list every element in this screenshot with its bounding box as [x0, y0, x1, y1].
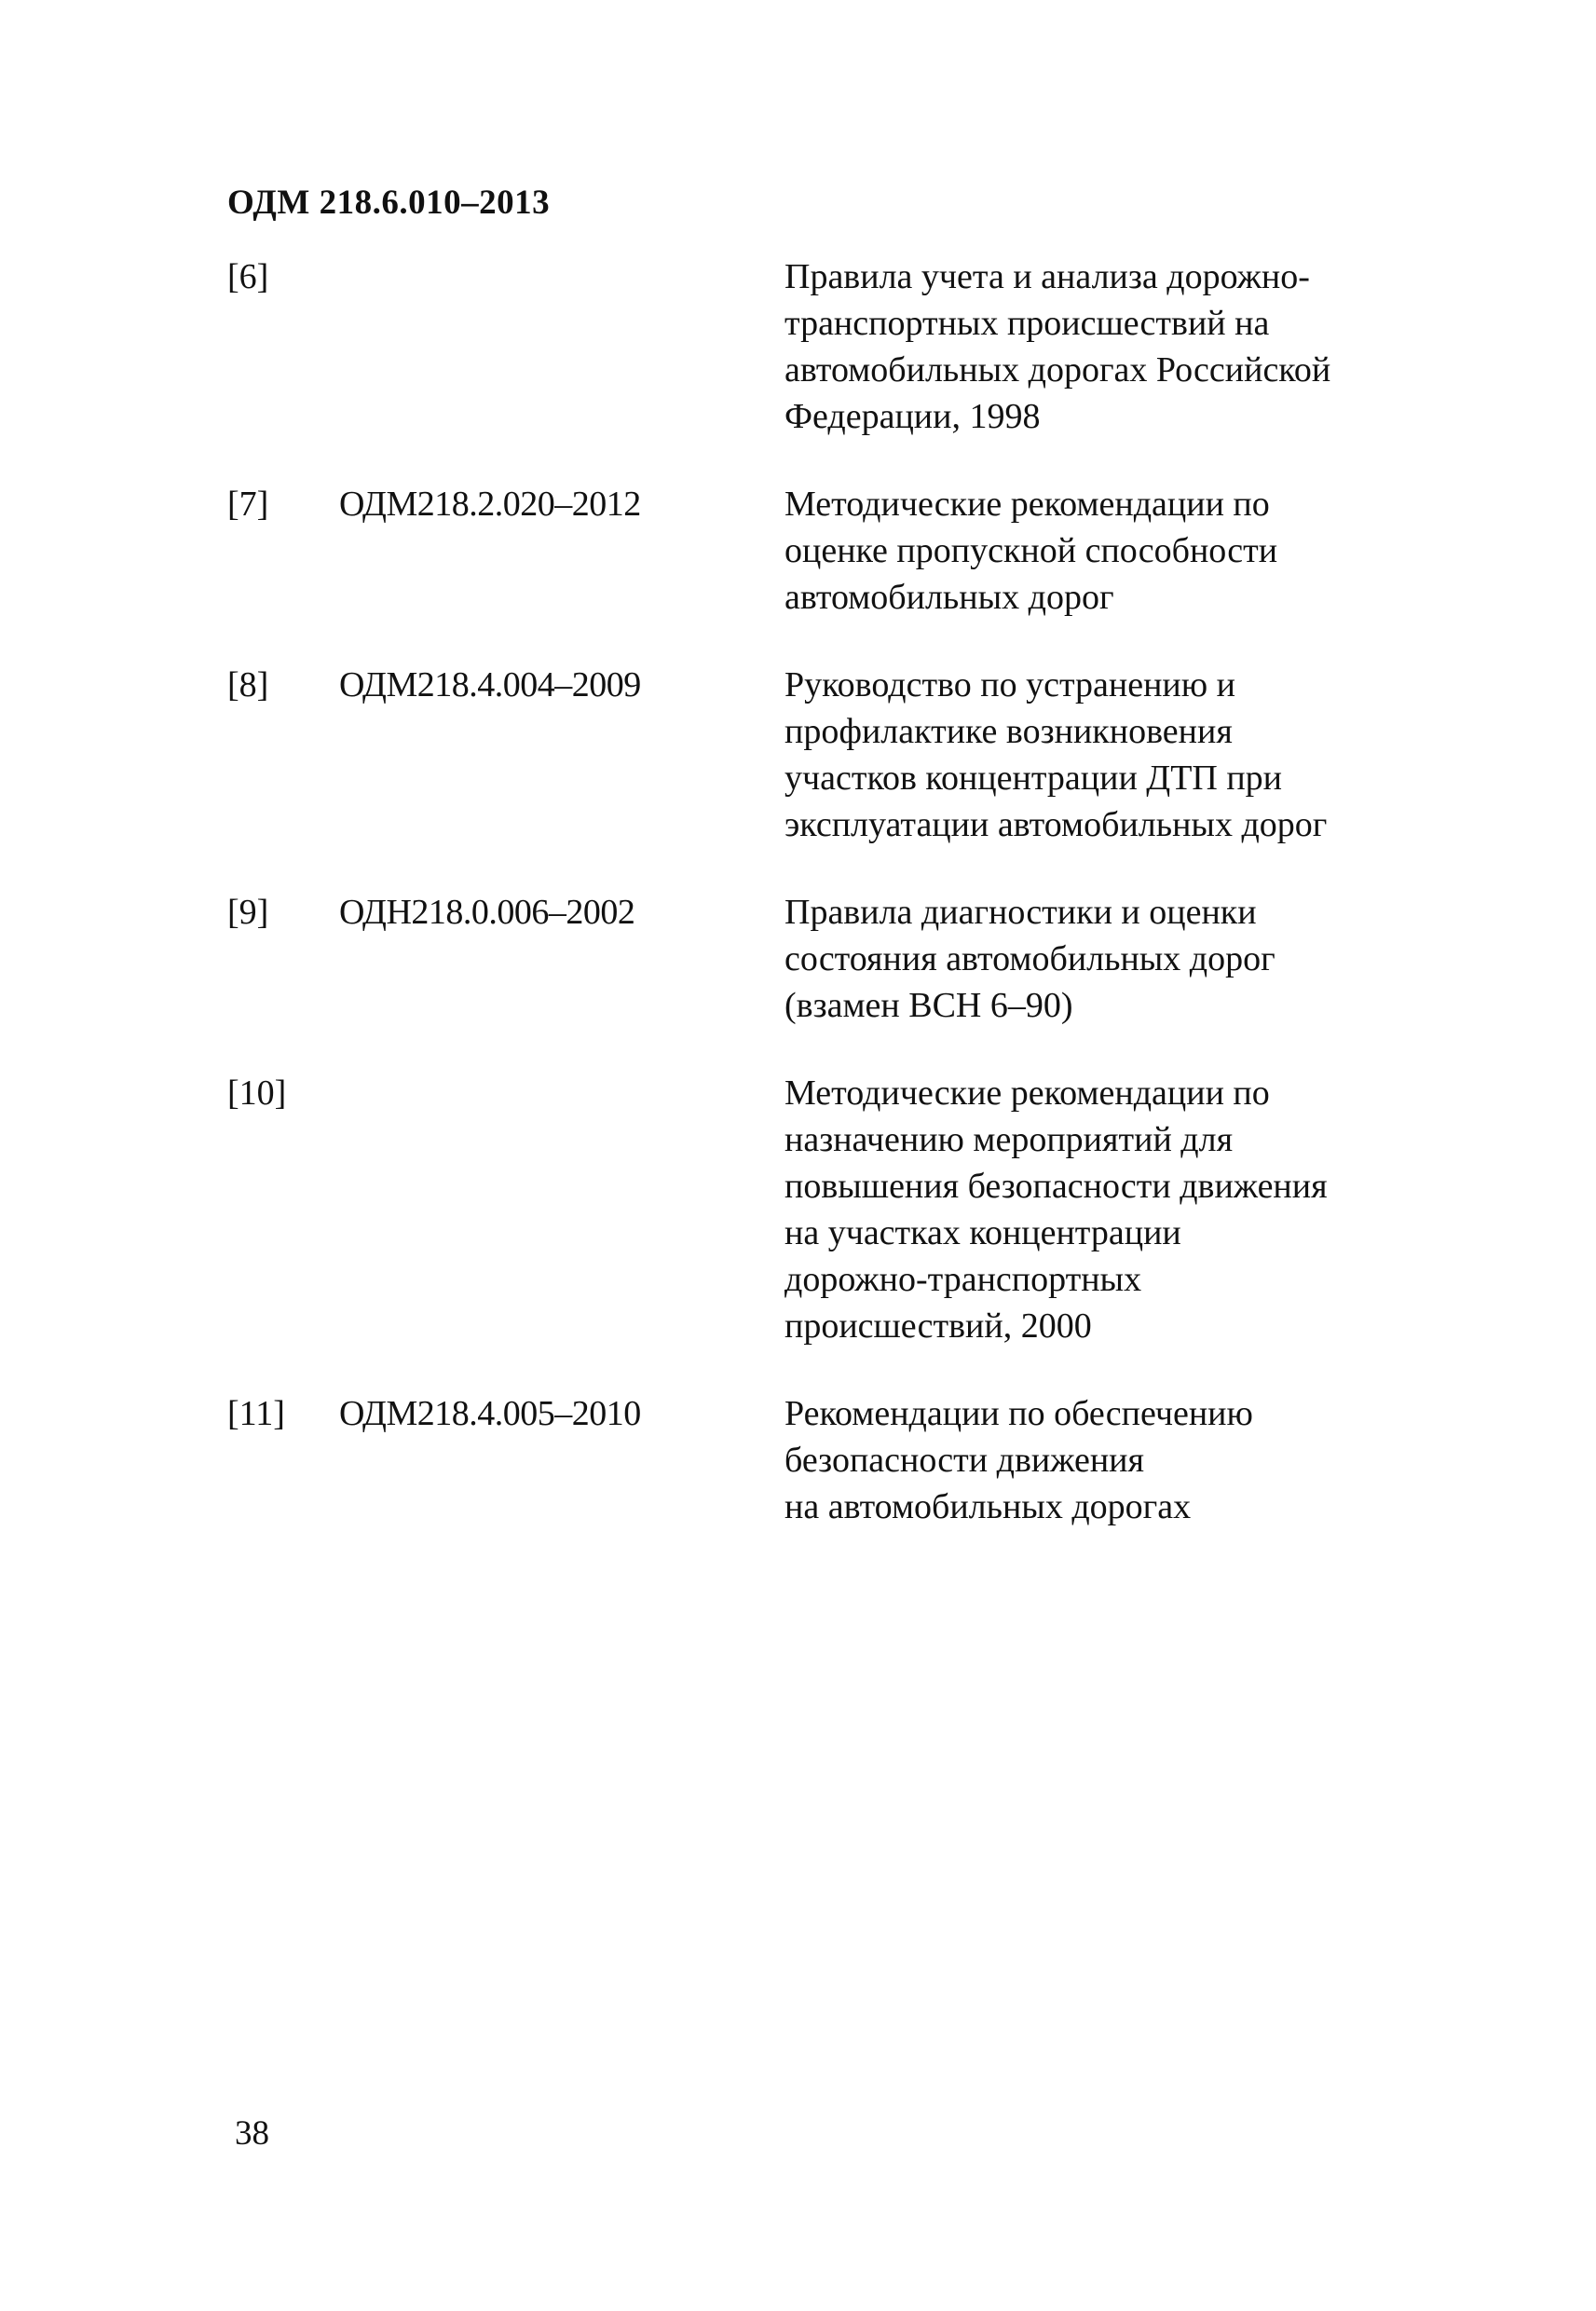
reference-title [784, 481, 1429, 621]
reference-number: [11] [227, 1394, 285, 1433]
reference-title-line: автомобильных дорогах Российской [784, 350, 1331, 390]
reference-title-line: Руководство по устранению и [784, 665, 1235, 704]
reference-number: [8] [227, 665, 269, 704]
reference-number: [6] [227, 257, 269, 296]
reference-title-line: (взамен ВСН 6–90) [784, 986, 1073, 1025]
page-header: ОДМ 218.6.010–2013 [227, 184, 551, 222]
reference-title-line: Методические рекомендации по [784, 485, 1270, 524]
reference-title [784, 1390, 1429, 1530]
reference-entry-8 [227, 662, 1429, 848]
reference-title-line: безопасности движения [784, 1441, 1144, 1480]
reference-entry-11 [227, 1390, 1429, 1530]
reference-title-line: Рекомендации по обеспечению [784, 1394, 1253, 1433]
reference-entry-7 [227, 481, 1429, 621]
reference-number: [7] [227, 485, 269, 524]
reference-title [784, 662, 1429, 848]
reference-code: ОДН218.0.006–2002 [339, 893, 635, 932]
reference-title-line: Правила диагностики и оценки [784, 893, 1257, 932]
reference-list [227, 253, 1429, 1571]
reference-entry-6 [227, 253, 1429, 440]
reference-title-line: профилактике возникновения [784, 712, 1233, 751]
reference-title-line: Методические рекомендации по [784, 1073, 1270, 1113]
reference-title-line: участков концентрации ДТП при [784, 759, 1283, 798]
reference-title-line: назначению мероприятий для [784, 1120, 1234, 1159]
reference-title-line: на автомобильных дорогах [784, 1487, 1192, 1526]
reference-title-line: автомобильных дорог [784, 578, 1114, 617]
reference-title-line: транспортных происшествий на [784, 304, 1270, 343]
reference-code: ОДМ218.4.004–2009 [339, 665, 641, 704]
reference-title-line: происшествий, 2000 [784, 1306, 1092, 1346]
reference-title [784, 253, 1429, 440]
reference-number: [9] [227, 893, 269, 932]
reference-entry-10 [227, 1070, 1429, 1349]
reference-title-line: на участках концентрации [784, 1213, 1181, 1252]
reference-title-line: эксплуатации автомобильных дорог [784, 805, 1328, 844]
reference-title-line: состояния автомобильных дорог [784, 939, 1275, 978]
reference-title [784, 1070, 1429, 1349]
reference-number: [10] [227, 1073, 287, 1113]
reference-code: ОДМ218.4.005–2010 [339, 1394, 641, 1433]
reference-title [784, 889, 1429, 1029]
reference-title-line: дорожно-транспортных [784, 1260, 1142, 1299]
reference-title-line: повышения безопасности движения [784, 1167, 1328, 1206]
reference-title-line: Правила учета и анализа дорожно- [784, 257, 1310, 296]
reference-title-line: Федерации, 1998 [784, 397, 1041, 436]
reference-code: ОДМ218.2.020–2012 [339, 485, 641, 524]
page-number: 38 [235, 2114, 269, 2153]
reference-entry-9 [227, 889, 1429, 1029]
reference-title-line: оценке пропускной способности [784, 531, 1278, 570]
